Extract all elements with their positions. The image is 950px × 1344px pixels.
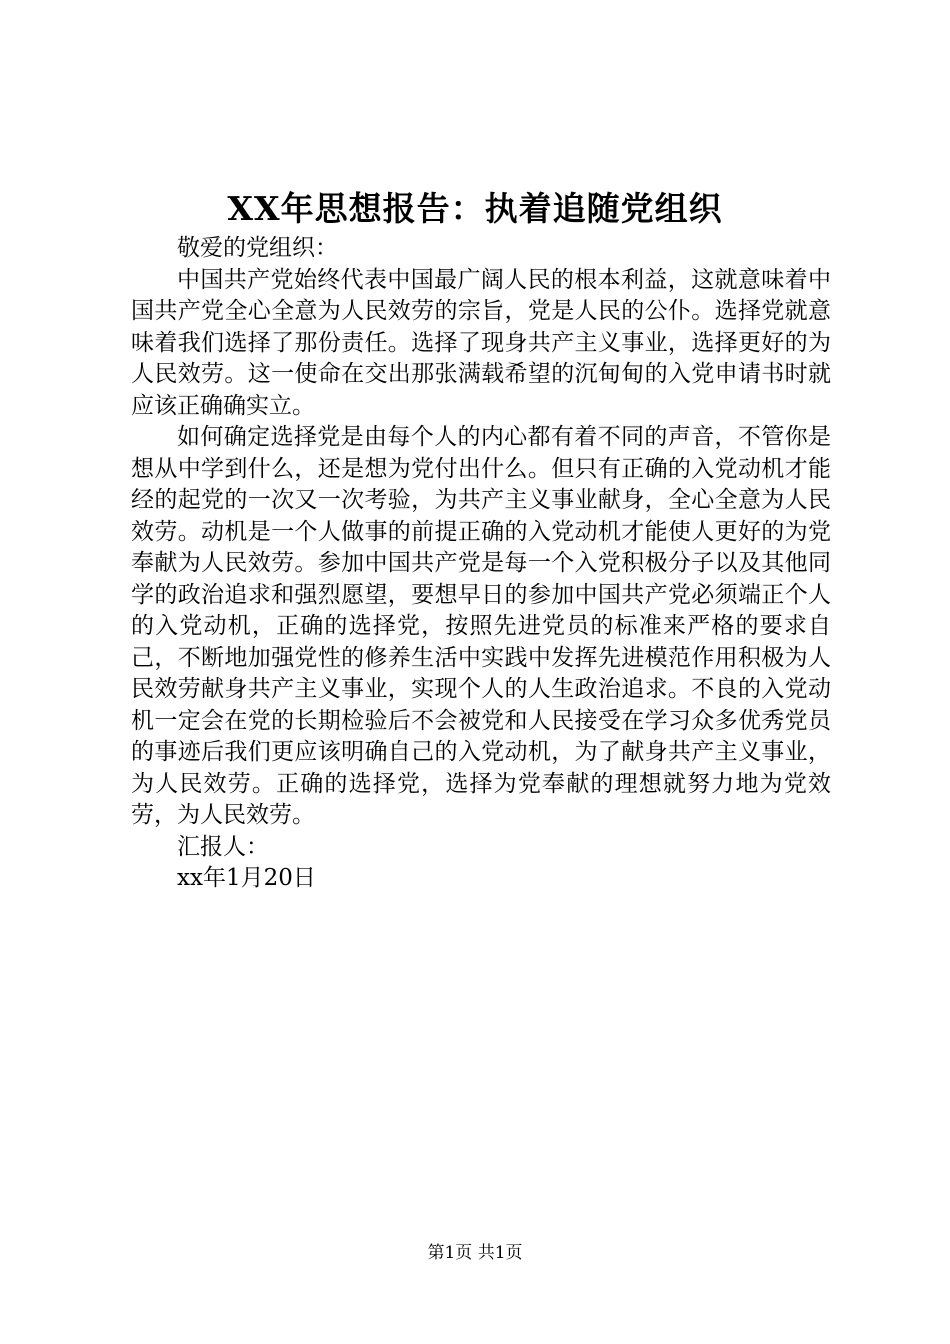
document-title: XX年思想报告：执着追随党组织 xyxy=(227,189,723,228)
report-date: xx年1月20日 xyxy=(177,865,316,891)
paragraph-2: 如何确定选择党是由每个人的内心都有着不同的声音，不管你是想从中学到什么，还是想为党付出什么。但只有正确的入党动机才能经的起党的一次又一次考验，为共产主义事业献身，全心全意为人民效劳。动机是一个人做事的前提正确的入党动机才能使人更好的为党奉献为人民效劳。参加中国共产党是每一个入党积极分子以及其他同学的政治追求和强烈愿望，要想早日的参加中国共产党必须端正个人的入党动机，正确的选择党，按照先进党员的标准来严格的要求自己，不断地加强党性的修养生活中实践中发挥先进模范作用积极为人民效劳献身共产主义事业，实现个人的人生政治追求。不良的入党动机一定会在党的长期检验后不会被党和人民接受在学习众多优秀党员的事迹后我们更应该明确自己的入党动机，为了献身共产主义事业，为人民效劳。正确的选择党，选择为党奉献的理想就努力地为党效劳，为人民效劳。 xyxy=(131,424,831,828)
paragraph-1: 中国共产党始终代表中国最广阔人民的根本利益，这就意味着中国共产党全心全意为人民效劳的宗旨，党是人民的公仆。选择党就意味着我们选择了那份责任。选择了现身共产主义事业，选择更好的为人民效劳。这一使命在交出那张满载希望的沉甸甸的入党申请书时就应该正确确实立。 xyxy=(131,266,831,419)
salutation: 敬爱的党组织： xyxy=(177,235,338,261)
reporter-label: 汇报人： xyxy=(177,833,269,860)
page-number-footer: 第1页 共1页 xyxy=(427,1243,523,1263)
document-body xyxy=(131,233,831,895)
